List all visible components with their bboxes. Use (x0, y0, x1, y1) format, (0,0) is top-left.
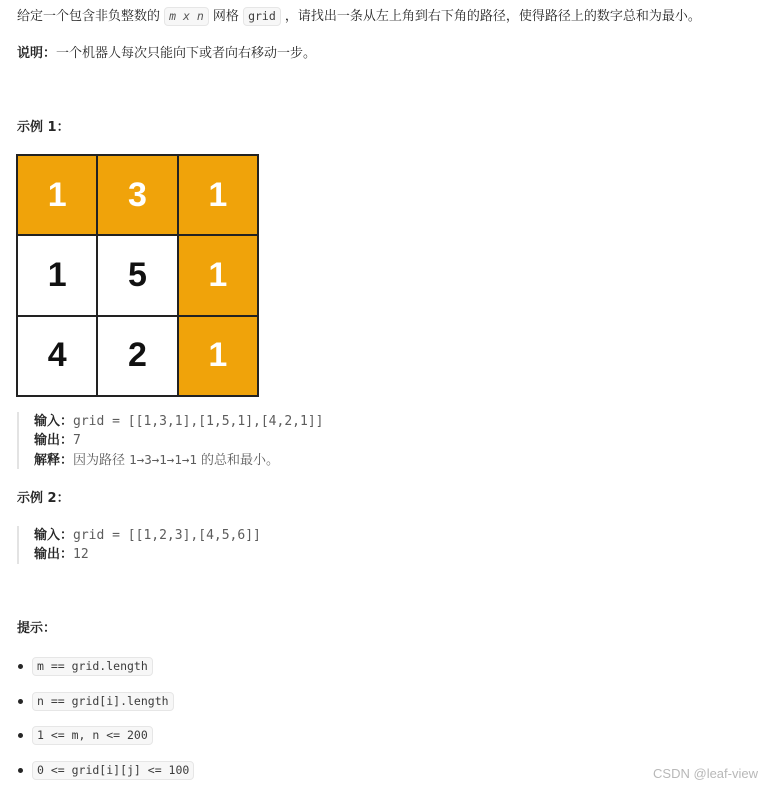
intro-prefix: 给定一个包含非负整数的 (17, 9, 161, 24)
example1-output-value: 7 (73, 433, 81, 448)
example1-input-row (34, 412, 323, 431)
hints-heading: 提示： (17, 621, 57, 636)
example1-input-value: grid = [[1,3,1],[1,5,1],[4,2,1]] (73, 414, 324, 429)
intro-mid: 网格 (212, 9, 239, 24)
note-label: 说明： (17, 46, 57, 61)
list-item (18, 760, 194, 780)
hint-code: m == grid.length (32, 657, 153, 676)
example2-output-row (34, 545, 261, 564)
watermark: CSDN @leaf-view (653, 766, 758, 781)
example2-heading: 示例 2： (17, 491, 70, 506)
example2-input-label: 输入： (34, 528, 74, 543)
example1-explain-suffix: 的总和最小。 (201, 453, 280, 468)
grid-cell-2-0: 4 (18, 317, 96, 395)
grid-cell-2-1: 2 (98, 317, 176, 395)
problem-description (17, 7, 701, 27)
example2-input-value: grid = [[1,2,3],[4,5,6]] (73, 528, 261, 543)
grid-cell-1-2: 1 (179, 236, 257, 314)
example1-output-row (34, 431, 323, 450)
intro-code: grid (243, 7, 281, 26)
example1-explain-prefix: 因为路径 (73, 453, 126, 468)
example2-output-label: 输出： (34, 547, 74, 562)
grid-cell-2-2: 1 (179, 317, 257, 395)
example2-output-value: 12 (73, 547, 89, 562)
grid-cell-0-0: 1 (18, 156, 96, 234)
grid-cell-0-2: 1 (179, 156, 257, 234)
hint-code: 1 <= m, n <= 200 (32, 726, 153, 745)
example1-heading: 示例 1： (17, 120, 70, 135)
example1-block (17, 412, 323, 469)
note-text: 一个机器人每次只能向下或者向右移动一步。 (56, 46, 317, 61)
list-item (18, 656, 153, 676)
example1-output-label: 输出： (34, 433, 74, 448)
bullet-icon (18, 768, 23, 773)
intro-suffix: ，请找出一条从左上角到右下角的路径，使得路径上的数字总和为最小。 (284, 9, 701, 24)
example1-input-label: 输入： (34, 414, 74, 429)
hint-code: 0 <= grid[i][j] <= 100 (32, 761, 194, 780)
grid-cell-1-0: 1 (18, 236, 96, 314)
example2-block (17, 526, 261, 564)
bullet-icon (18, 664, 23, 669)
grid-cell-0-1: 3 (98, 156, 176, 234)
list-item (18, 725, 153, 745)
hint-code: n == grid[i].length (32, 692, 174, 711)
list-item (18, 691, 174, 711)
grid-cell-1-1: 5 (98, 236, 176, 314)
example1-grid-image (16, 154, 259, 397)
intro-math: m x n (164, 7, 209, 26)
example2-input-row (34, 526, 261, 545)
example1-explain-row (34, 450, 323, 469)
problem-note (17, 44, 316, 64)
bullet-icon (18, 733, 23, 738)
example1-explain-label: 解释： (34, 453, 74, 468)
bullet-icon (18, 699, 23, 704)
example1-explain-path: 1→3→1→1→1 (129, 452, 197, 467)
